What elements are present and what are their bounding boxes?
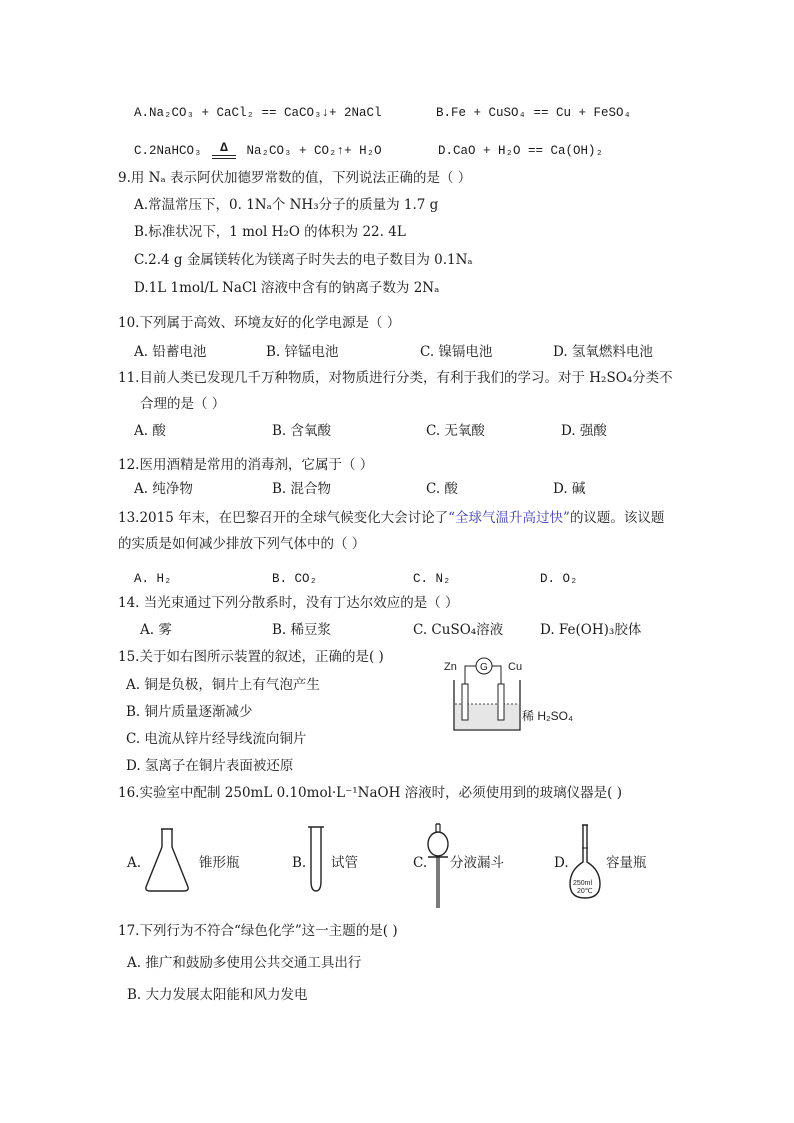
q12-option-b: B. 混合物 (272, 481, 332, 497)
q9-option-d: D.1L 1mol/L NaCl 溶液中含有的钠离子数为 2Nₐ (134, 280, 440, 296)
q9-stem: 9.用 Nₐ 表示阿伏加德罗常数的值，下列说法正确的是（ ） (118, 170, 472, 186)
q9-option-c: C.2.4 g 金属镁转化为镁离子时失去的电子数目为 0.1Nₐ (134, 252, 473, 268)
q11-stem: 11.目前人类已发现几千万种物质，对物质进行分类，有利于我们的学习。对于 H₂SO₄分类不 (118, 370, 673, 386)
q12-option-c: C. 酸 (426, 481, 458, 497)
q8-option-c (134, 142, 382, 160)
q13-option-c: C. N₂ (413, 572, 451, 586)
q16-option-a-label: 锥形瓶 (199, 855, 240, 871)
q11-option-a: A. 酸 (134, 423, 166, 439)
q16-option-c-letter: C. (413, 855, 428, 871)
wire-right (492, 666, 501, 686)
q10-option-b: B. 锌锰电池 (266, 344, 339, 360)
q9-option-b: B.标准状况下，1 mol H₂O 的体积为 22. 4L (134, 224, 406, 240)
copper-label: Cu (508, 661, 523, 673)
q11-option-b: B. 含氧酸 (272, 423, 332, 439)
q13-stem-line2: 的实质是如何减少排放下列气体中的（ ） (118, 536, 366, 552)
q14-option-d: D. Fe(OH)₃胶体 (540, 622, 642, 638)
flask-volume-label: 250ml (573, 880, 593, 887)
q11-stem-line2: 合理的是（ ） (140, 396, 226, 412)
q8-option-c-products: Na₂CO₃ + CO₂↑+ H₂O (246, 144, 382, 158)
q11-option-c: C. 无氧酸 (426, 423, 485, 439)
q16-stem: 16.实验室中配制 250mL 0.10mol·L⁻¹NaOH 溶液时，必须使用到的玻璃仪器是( ) (118, 785, 623, 801)
q13-option-d: D. O₂ (540, 572, 578, 586)
conical-flask-icon (142, 825, 192, 895)
q17-option-b: B. 大力发展太阳能和风力发电 (127, 987, 308, 1003)
heat-symbol (212, 142, 236, 160)
q8-option-b: B.Fe + CuSO₄ == Cu + FeSO₄ (436, 106, 632, 120)
q16-option-b-label: 试管 (331, 855, 358, 871)
zinc-label: Zn (444, 661, 457, 673)
q13-stem-start: 13.2015 年末，在巴黎召开的全球气候变化大会讨论了 (118, 510, 449, 526)
q8-option-a: A.Na₂CO₃ + CaCl₂ == CaCO₃↓+ 2NaCl (134, 106, 382, 120)
q15-option-a: A. 铜是负极，铜片上有气泡产生 (126, 677, 320, 693)
q16-option-d-label: 容量瓶 (606, 855, 647, 871)
delta-icon: Δ (220, 141, 228, 155)
galvanometer-label: G (480, 662, 488, 673)
q12-option-d: D. 碱 (553, 481, 586, 497)
wire-left (465, 666, 476, 686)
zinc-electrode (462, 684, 468, 720)
q12-option-a: A. 纯净物 (134, 481, 193, 497)
q16-option-a-letter: A. (127, 855, 142, 871)
q15-option-d: D. 氢离子在铜片表面被还原 (126, 758, 294, 774)
q10-option-d: D. 氢氧燃料电池 (553, 344, 653, 360)
q16-option-b-letter: B. (292, 855, 307, 871)
q10-stem: 10.下列属于高效、环境友好的化学电源是（ ） (118, 315, 401, 331)
q8-option-d: D.CaO + H₂O == Ca(OH)₂ (438, 144, 604, 158)
galvanic-cell-diagram (438, 652, 588, 736)
separatory-funnel-icon (423, 822, 453, 910)
q11-option-d: D. 强酸 (561, 423, 607, 439)
q14-stem: 14. 当光束通过下列分散系时，没有丁达尔效应的是（ ） (118, 595, 459, 611)
q10-option-c: C. 镍镉电池 (420, 344, 493, 360)
q17-stem: 17.下列行为不符合“绿色化学”这一主题的是( ) (118, 923, 398, 939)
equals-bar (212, 155, 236, 159)
q13-option-b: B. CO₂ (272, 572, 318, 586)
flask-temperature-label: 20℃ (577, 888, 593, 895)
q14-option-b: B. 稀豆浆 (272, 622, 332, 638)
q8-option-c-reactant: C.2NaHCO₃ (134, 144, 202, 158)
q14-option-a: A. 雾 (140, 622, 172, 638)
q9-option-a: A.常温常压下，0. 1Nₐ个 NH₃分子的质量为 1.7 g (134, 197, 439, 213)
q13-stem-end: 的议题。该议题 (569, 510, 665, 526)
q13-option-a: A. H₂ (134, 572, 172, 586)
q15-option-b: B. 铜片质量逐渐减少 (126, 704, 253, 720)
acid-label: 稀 H₂SO₄ (522, 709, 573, 723)
q10-option-a: A. 铅蓄电池 (134, 344, 207, 360)
q16-option-c-label: 分液漏斗 (450, 855, 504, 871)
q15-stem: 15.关于如右图所示装置的叙述，正确的是( ) (118, 649, 384, 665)
q13-stem-quote: “全球气温升高过快” (448, 510, 570, 526)
q17-option-a: A. 推广和鼓励多使用公共交通工具出行 (127, 955, 362, 971)
q16-option-d-letter: D. (554, 855, 569, 871)
copper-electrode (498, 684, 504, 720)
volumetric-flask-icon (566, 822, 604, 902)
q12-stem: 12.医用酒精是常用的消毒剂，它属于（ ） (118, 457, 374, 473)
test-tube-icon (303, 823, 329, 895)
q14-option-c: C. CuSO₄溶液 (413, 622, 504, 638)
q15-option-c: C. 电流从锌片经导线流向铜片 (126, 731, 307, 747)
q13-stem (118, 509, 664, 527)
